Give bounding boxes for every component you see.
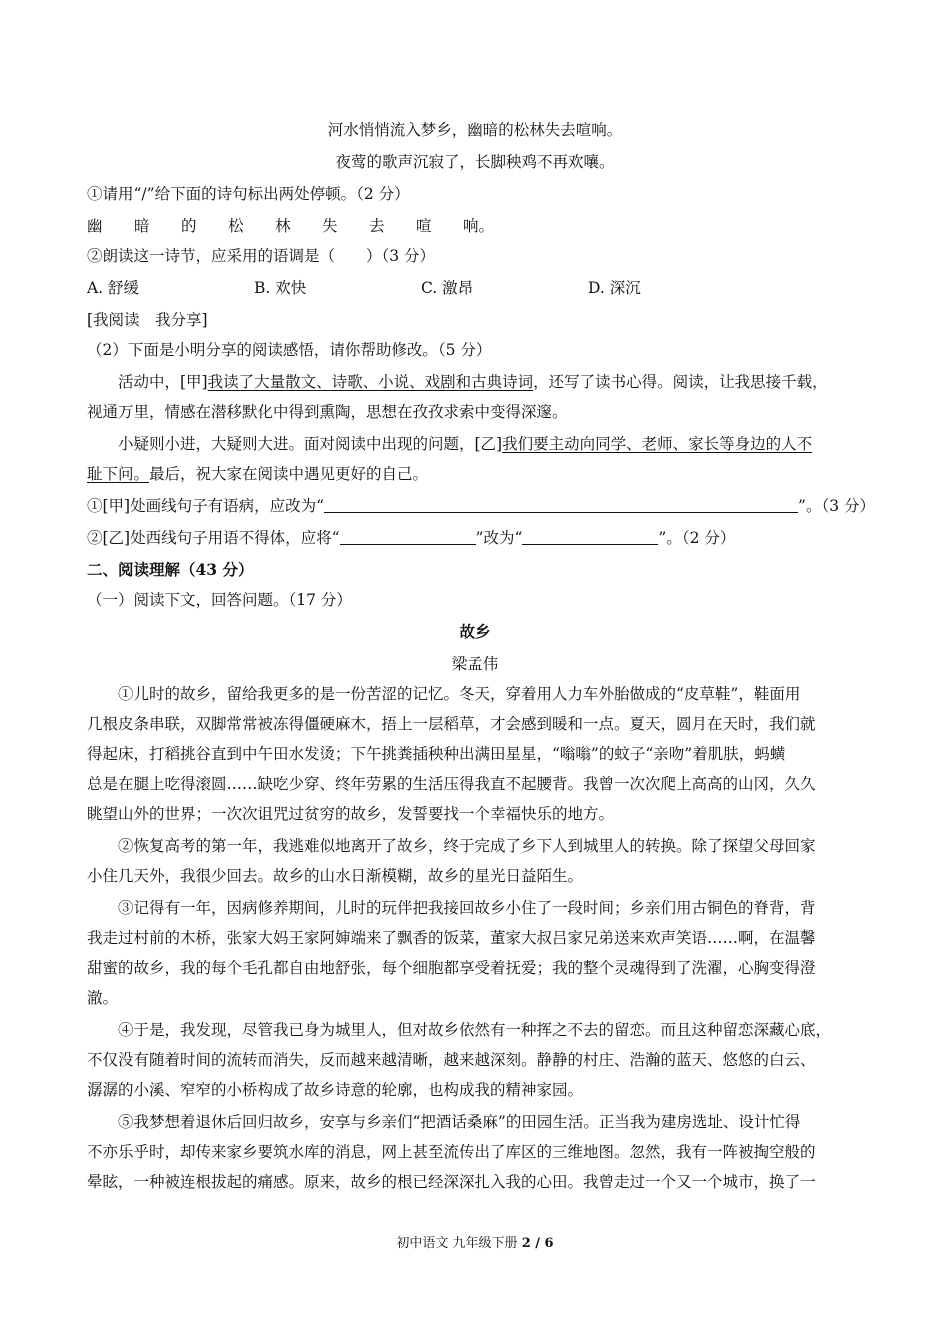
page-footer bbox=[0, 1232, 950, 1251]
option-b: B. 欢快 bbox=[254, 279, 307, 297]
underlined-sentence-yi-end: 耻下问。 bbox=[87, 465, 150, 483]
underlined-sentence-jia: 我读了大量散文、诗歌、小说、戏剧和古典诗词 bbox=[207, 373, 534, 391]
question-2-item-2 bbox=[87, 528, 867, 548]
passage-p1-line-2: 视通万里，情感在潜移默化中得到熏陶，思想在孜孜求索中变得深邃。 bbox=[87, 403, 568, 421]
article-line: 我走过村前的木桥，张家大妈王家阿婶端来了飘香的饭菜，董家大叔吕家兄弟送来欢声笑语……啊，在温馨 bbox=[87, 929, 816, 947]
question-2-prompt: （2）下面是小明分享的阅读感悟，请你帮助修改。（5 分） bbox=[87, 341, 492, 359]
text-segment: ②[乙]处西线句子用语不得体，应将“ bbox=[87, 529, 340, 547]
text-segment: 最后，祝大家在阅读中遇见更好的自己。 bbox=[149, 465, 429, 483]
text-segment: ”。（2 分） bbox=[658, 529, 736, 547]
article-line: 小住几天外，我很少回去。故乡的山水日渐模糊，故乡的星光日益陌生。 bbox=[87, 867, 584, 885]
text-segment: ①[甲]处画线句子有语病，应改为“ bbox=[87, 497, 325, 515]
poem-char: 的 bbox=[181, 217, 197, 235]
article-line: ②恢复高考的第一年，我逃难似地离开了故乡，终于完成了乡下人到城里人的转换。除了探望父母回家 bbox=[118, 837, 816, 855]
question-2-item-1 bbox=[87, 496, 875, 516]
article-line: 眺望山外的世界；一次次诅咒过贫穷的故乡，发誓要找一个幸福快乐的地方。 bbox=[87, 805, 615, 823]
poem-char: 响。 bbox=[463, 217, 495, 235]
passage-p1-line-1 bbox=[87, 372, 867, 392]
text-segment: ”改为“ bbox=[475, 529, 523, 547]
poem-char: 喧 bbox=[416, 217, 432, 235]
text-segment: 活动中，[甲] bbox=[118, 373, 208, 391]
poem-line-2: 夜莺的歌声沉寂了，长脚秧鸡不再欢嚷。 bbox=[335, 153, 615, 171]
poem-char: 松 bbox=[228, 217, 244, 235]
poem-char: 失 bbox=[322, 217, 338, 235]
poem-char: 林 bbox=[275, 217, 291, 235]
passage-p2-line-2 bbox=[87, 464, 867, 484]
page-number: 2 / 6 bbox=[521, 1236, 554, 1251]
question-1-item-2: ②朗读这一诗节，应采用的语调是（ ）（3 分） bbox=[87, 247, 436, 265]
sub-section-1-prompt: （一）阅读下文，回答问题。（17 分） bbox=[87, 591, 352, 609]
poem-char: 暗 bbox=[134, 217, 150, 235]
poem-char: 去 bbox=[369, 217, 385, 235]
article-title: 故乡 bbox=[459, 622, 491, 641]
question-1-options bbox=[87, 278, 867, 298]
option-a: A. 舒缓 bbox=[87, 279, 140, 297]
passage-p2-line-1 bbox=[87, 434, 867, 454]
article-line: ③记得有一年，因病修养期间，儿时的玩伴把我接回故乡小住了一段时间；乡亲们用古铜色的脊背，背 bbox=[118, 899, 816, 917]
question-1-item-1: ①请用“/”给下面的诗句标出两处停顿。（2 分） bbox=[87, 185, 410, 203]
poem-line-1: 河水悄悄流入梦乡，幽暗的松林失去喧响。 bbox=[327, 121, 623, 139]
text-segment: ”。（3 分） bbox=[798, 497, 875, 515]
article-line: ①儿时的故乡，留给我更多的是一份苦涩的记忆。冬天，穿着用人力车外胎做成的“皮草鞋”，鞋面用 bbox=[118, 685, 801, 703]
article-line: 不亦乐乎时，却传来家乡要筑水库的消息，网上甚至流传出了库区的三维地图。忽然，我有一阵被掏空般的 bbox=[87, 1143, 816, 1161]
text-segment: ，还写了读书心得。阅读，让我思接千载， bbox=[533, 373, 828, 391]
section-read-share: [我阅读 我分享] bbox=[87, 311, 208, 329]
article-line: 总是在腿上吃得滚圆……缺吃少穿、终年劳累的生活压得我直不起腰背。我曾一次次爬上高高的山冈，久久 bbox=[87, 775, 816, 793]
footer-text: 初中语文 九年级下册 bbox=[396, 1236, 522, 1251]
article-line: 澈。 bbox=[87, 989, 119, 1007]
answer-blank-2[interactable] bbox=[340, 530, 476, 545]
answer-blank-1[interactable] bbox=[324, 498, 798, 513]
answer-blank-3[interactable] bbox=[522, 530, 658, 545]
article-line: 潺潺的小溪、窄窄的小桥构成了故乡诗意的轮廓，也构成我的精神家园。 bbox=[87, 1081, 584, 1099]
underlined-sentence-yi: 我们要主动向同学、老师、家长等身边的人不 bbox=[502, 435, 813, 453]
poem-line-spaced bbox=[87, 216, 867, 236]
article-line: ⑤我梦想着退休后回归故乡，安享与乡亲们“把酒话桑麻”的田园生活。正当我为建房选址、设计忙得 bbox=[118, 1113, 801, 1131]
text-segment: 小疑则小进，大疑则大进。面对阅读中出现的问题，[乙] bbox=[118, 435, 503, 453]
article-line: 甜蜜的故乡，我的每个毛孔都自由地舒张，每个细胞都享受着抚爱；我的整个灵魂得到了洗濯，心胸变得澄 bbox=[87, 959, 816, 977]
article-line: 几根皮条串联，双脚常常被冻得僵硬麻木，捂上一层稻草，才会感到暖和一点。夏天，圆月在天时，我们就 bbox=[87, 715, 816, 733]
article-line: 不仅没有随着时间的流转而消失，反而越来越清晰，越来越深刻。静静的村庄、浩瀚的蓝天、悠悠的白云、 bbox=[87, 1051, 816, 1069]
article-line: 晕眩，一种被连根拔起的痛感。原来，故乡的根已经深深扎入我的心田。我曾走过一个又一个城市，换了一 bbox=[87, 1173, 816, 1191]
option-c: C. 激昂 bbox=[421, 279, 474, 297]
article-line: ④于是，我发现，尽管我已身为城里人，但对故乡依然有一种挥之不去的留恋。而且这种留恋深藏心底， bbox=[118, 1021, 832, 1039]
option-d: D. 深沉 bbox=[588, 279, 641, 297]
section-2-title: 二、阅读理解（43 分） bbox=[87, 560, 254, 579]
poem-char: 幽 bbox=[87, 217, 103, 235]
article-line: 得起床，打稻挑谷直到中午田水发烫；下午挑粪插秧种出满田星星，“嗡嗡”的蚊子“亲吻”着肌肤，蚂蟥 bbox=[87, 745, 786, 763]
article-author: 梁孟伟 bbox=[451, 655, 499, 673]
